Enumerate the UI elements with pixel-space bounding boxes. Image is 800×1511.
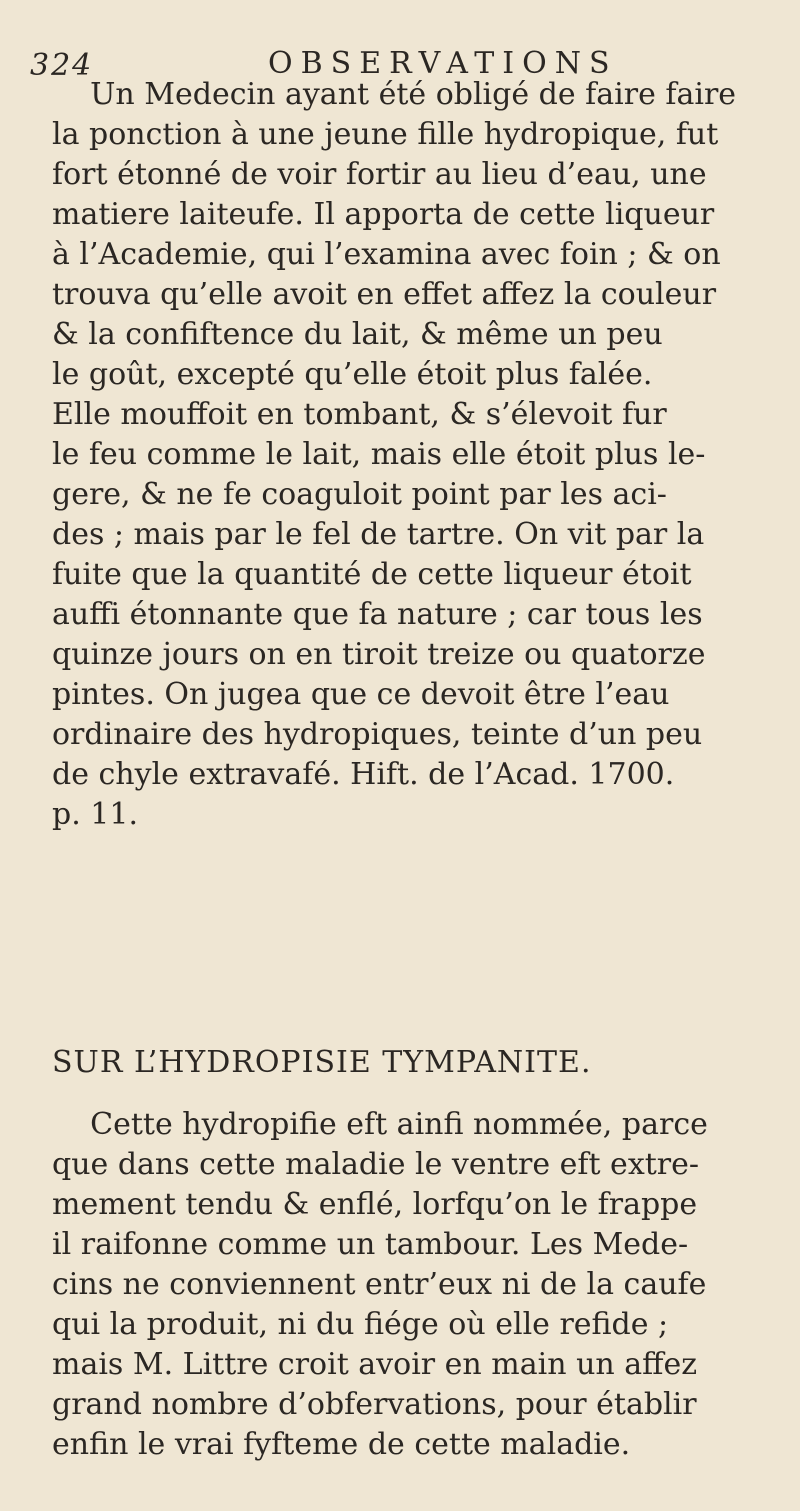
text-line: trouva qu’elle avoit en effet affez la couleur: [52, 277, 717, 312]
text-line: p. 11.: [52, 797, 138, 832]
text-line: la ponction à une jeune fille hydropique, fut: [52, 117, 719, 152]
text-line: fort étonné de voir fortir au lieu d’eau, une: [52, 157, 707, 192]
paragraph-hydropique: [52, 75, 767, 835]
text-line: & la confiftence du lait, & même un peu: [52, 317, 663, 352]
text-line: mement tendu & enflé, lorfqu’on le frappe: [52, 1187, 698, 1222]
text-line: il raifonne comme un tambour. Les Mede-: [52, 1227, 689, 1262]
text-line: le feu comme le lait, mais elle étoit plus le-: [52, 437, 706, 472]
text-line: Cette hydropifie eft ainfi nommée, parce: [52, 1107, 708, 1142]
text-line: mais M. Littre croit avoir en main un affez: [52, 1347, 697, 1382]
page-number: 324: [30, 48, 94, 83]
text-line: à l’Academie, qui l’examina avec foin ; & on: [52, 237, 721, 272]
text-line: grand nombre d’obfervations, pour établir: [52, 1387, 697, 1422]
running-head: OBSERVATIONS: [268, 46, 618, 81]
text-line: Elle mouffoit en tombant, & s’élevoit fur: [52, 397, 667, 432]
text-line: le goût, excepté qu’elle étoit plus falée.: [52, 357, 653, 392]
text-line: Un Medecin ayant été obligé de faire faire: [52, 77, 737, 112]
text-line: qui la produit, ni du fiége où elle refide ;: [52, 1307, 669, 1342]
text-line: des ; mais par le fel de tartre. On vit par la: [52, 517, 705, 552]
text-line: matiere laiteufe. Il apporta de cette liqueur: [52, 197, 715, 232]
text-line: ordinaire des hydropiques, teinte d’un peu: [52, 717, 703, 752]
text-line: auffi étonnante que fa nature ; car tous les: [52, 597, 703, 632]
text-line: cins ne conviennent entr’eux ni de la caufe: [52, 1267, 707, 1302]
section-heading: SUR L’HYDROPISIE TYMPANITE.: [52, 1045, 592, 1080]
text-line: fuite que la quantité de cette liqueur étoit: [52, 557, 692, 592]
text-line: gere, & ne fe coaguloit point par les aci-: [52, 477, 667, 512]
paragraph-tympanite: [52, 1105, 767, 1465]
text-line: pintes. On jugea que ce devoit être l’eau: [52, 677, 670, 712]
text-line: de chyle extravafé. Hift. de l’Acad. 1700.: [52, 757, 675, 792]
text-line: quinze jours on en tiroit treize ou quatorze: [52, 637, 706, 672]
text-line: enfin le vrai fyfteme de cette maladie.: [52, 1427, 631, 1462]
text-line: que dans cette maladie le ventre eft extre-: [52, 1147, 700, 1182]
